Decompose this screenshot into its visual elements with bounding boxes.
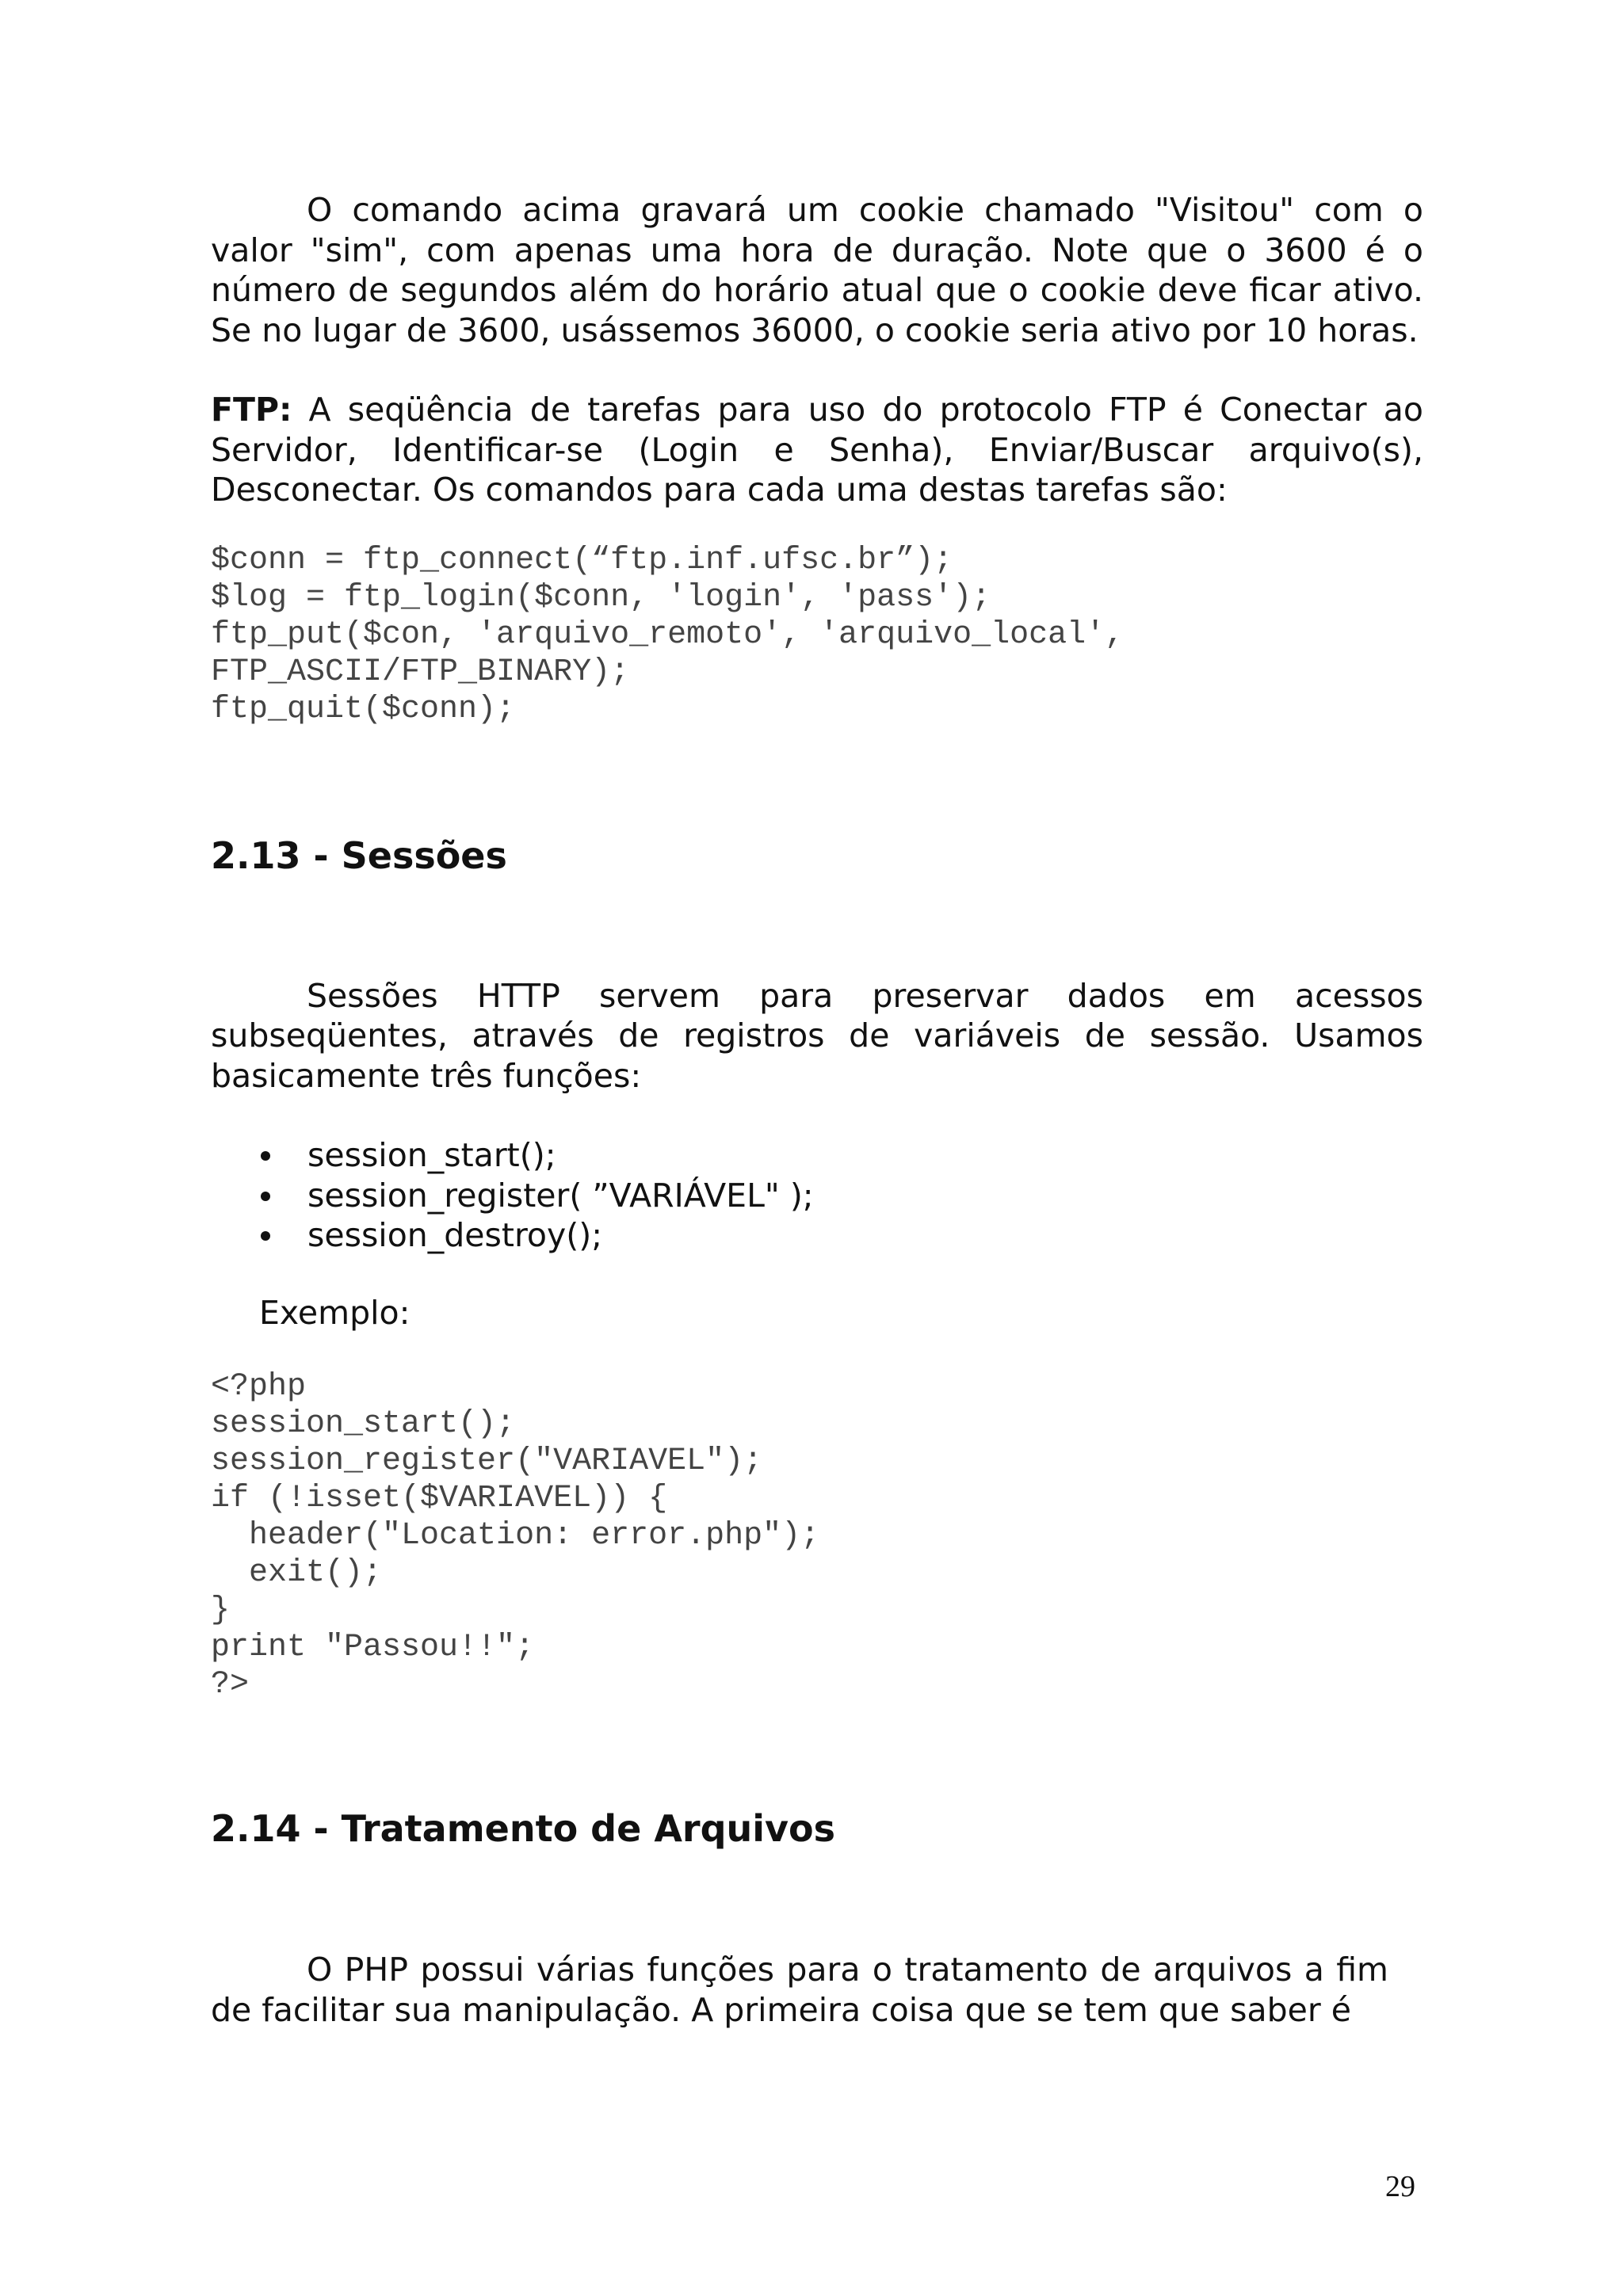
code-line: ?> xyxy=(211,1667,250,1703)
ftp-paragraph xyxy=(211,390,1423,510)
ftp-code-block xyxy=(211,542,1423,728)
code-line: } xyxy=(211,1592,231,1628)
bullet-icon xyxy=(261,1192,270,1201)
code-line: session_register("VARIAVEL"); xyxy=(211,1444,763,1479)
bullet-icon xyxy=(261,1151,270,1161)
code-line: $conn = ftp_connect(“ftp.inf.ufsc.br”); xyxy=(211,542,953,578)
bullet-icon xyxy=(261,1231,270,1241)
list-item: session_start(); xyxy=(211,1135,1423,1176)
document-page xyxy=(211,190,1423,2030)
code-line: header("Location: error.php"); xyxy=(211,1518,820,1554)
page-number: 29 xyxy=(1385,2170,1415,2203)
code-line: ftp_quit($conn); xyxy=(211,691,516,727)
list-item: session_register( ”VARIÁVEL" ); xyxy=(211,1176,1423,1216)
code-line: ftp_put($con, 'arquivo_remoto', 'arquivo_local', xyxy=(211,616,1125,653)
intro-paragraph: O comando acima gravará um cookie chamado "Visitou" com o valor "sim", com apenas uma hora de duração. Note que o 3600 é o número de segundos além do horário atual que o cookie deve ficar ativo. Se no lugar de 3600, usássemos 36000, o cookie seria ativo por 10 horas. xyxy=(211,191,1423,349)
example-label: Exemplo: xyxy=(259,1293,411,1332)
code-line: print "Passou!!"; xyxy=(211,1630,535,1665)
sessions-paragraph: Sessões HTTP servem para preservar dados em acessos subseqüentes, através de registros de variáveis de sessão. Usamos basicamente três funções: xyxy=(211,976,1423,1095)
code-line: $log = ftp_login($conn, 'login', 'pass'); xyxy=(211,579,991,616)
session-code-block xyxy=(211,1368,1423,1703)
code-line: FTP_ASCII/FTP_BINARY); xyxy=(211,654,630,690)
section-heading-2-13: 2.13 - Sessões xyxy=(211,833,507,877)
ftp-text: A seqüência de tarefas para uso do protocolo FTP é Conectar ao Servidor, Identificar-se (Login e Senha), Enviar/Buscar arquivo(s), Desconectar. Os comandos para cada uma destas tarefas são: xyxy=(211,391,1423,509)
session-functions-list xyxy=(211,1135,1423,1256)
ftp-label: FTP: xyxy=(211,391,292,429)
code-line: <?php xyxy=(211,1369,307,1405)
files-paragraph: O PHP possui várias funções para o tratamento de arquivos a fim de facilitar sua manipulação. A primeira coisa que se tem que saber é xyxy=(211,1951,1388,2029)
list-item: session_destroy(); xyxy=(211,1215,1423,1256)
code-line: if (!isset($VARIAVEL)) { xyxy=(211,1481,668,1516)
code-line: exit(); xyxy=(211,1555,383,1591)
section-heading-2-14: 2.14 - Tratamento de Arquivos xyxy=(211,1807,836,1850)
code-line: session_start(); xyxy=(211,1406,516,1442)
